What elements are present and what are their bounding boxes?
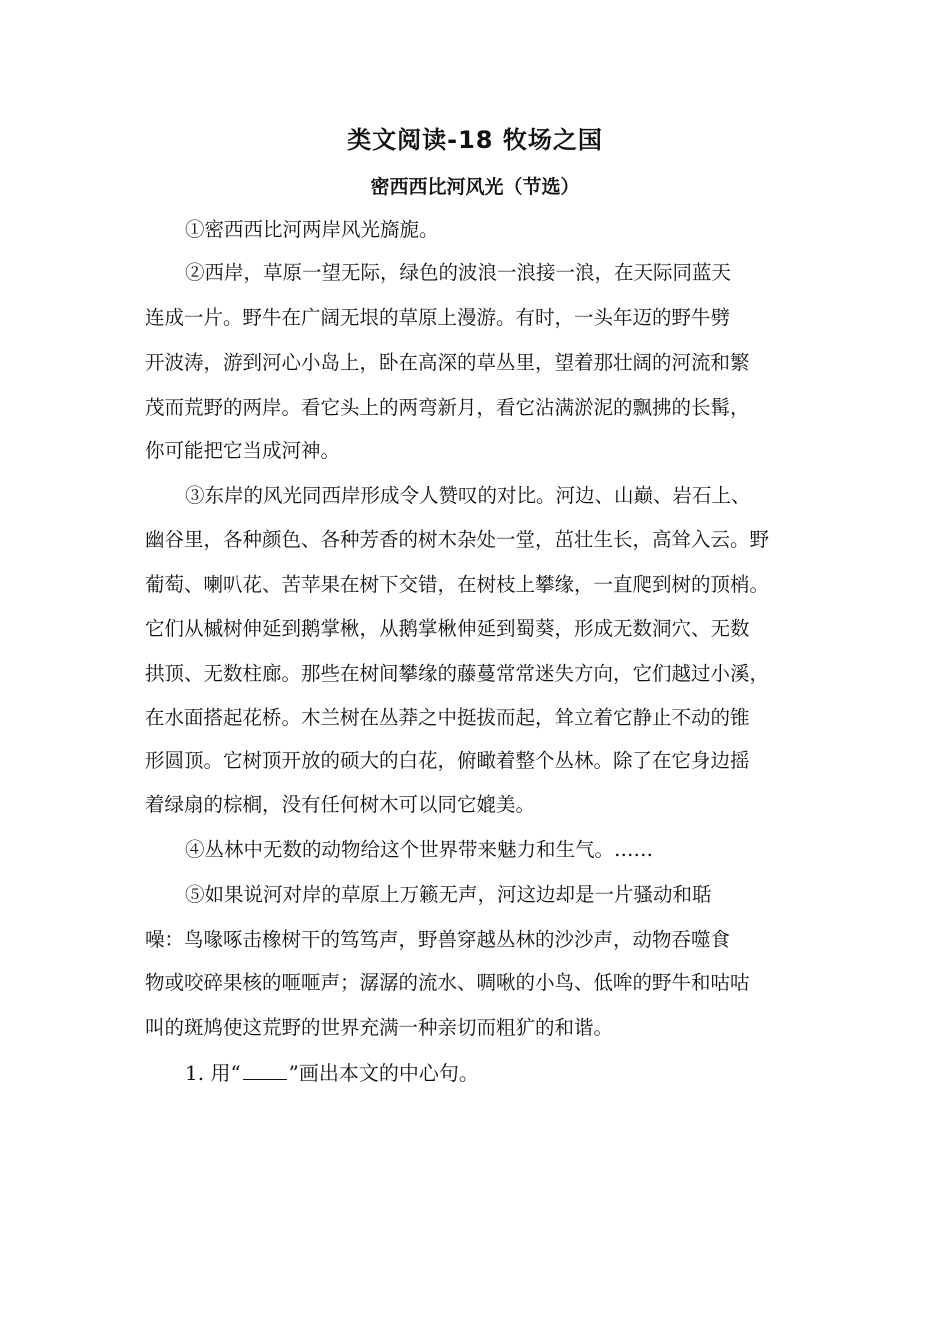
paragraph-3-line-3: 葡萄、喇叭花、苦苹果在树下交错，在树枝上攀缘，一直爬到树的顶梢。 [145,573,770,596]
page-title: 类文阅读-18 牧场之国 [347,126,603,154]
paragraph-3-line-8: 着绿扇的棕榈，没有任何树木可以同它媲美。 [145,793,536,816]
paragraph-2-line-3: 开波涛，游到河心小岛上，卧在高深的草丛里，望着那壮阔的河流和繁 [145,351,750,374]
paragraph-5-line-4: 叫的斑鸠使这荒野的世界充满一种亲切而粗犷的和谐。 [145,1016,614,1039]
paragraph-5-line-3: 物或咬碎果核的咂咂声；潺潺的流水、啁啾的小鸟、低哞的野牛和咕咕 [145,971,750,994]
paragraph-2-line-4: 茂而荒野的两岸。看它头上的两弯新月，看它沾满淤泥的飘拂的长髯， [145,396,750,419]
question-1 [185,1058,479,1088]
paragraph-3-line-7: 形圆顶。它树顶开放的硕大的白花，俯瞰着整个丛林。除了在它身边摇 [145,749,750,772]
question-1-suffix: ”画出本文的中心句。 [288,1061,479,1085]
paragraph-2-line-2: 连成一片。野牛在广阔无垠的草原上漫游。有时，一头年迈的野牛劈 [145,306,731,329]
question-1-prefix: 1. 用“ [185,1061,241,1085]
paragraph-3-line-6: 在水面搭起花桥。木兰树在丛莽之中挺拔而起，耸立着它静止不动的锥 [145,706,750,729]
answer-blank-underline [243,1061,287,1080]
paragraph-3-line-5: 拱顶、无数柱廊。那些在树间攀缘的藤蔓常常迷失方向，它们越过小溪， [145,662,770,685]
paragraph-3-line-1: ③东岸的风光同西岸形成令人赞叹的对比。河边、山巅、岩石上、 [185,484,751,507]
paragraph-5-line-2: 噪：鸟喙啄击橡树干的笃笃声，野兽穿越丛林的沙沙声，动物吞噬食 [145,928,731,951]
passage-subtitle: 密西西比河风光（节选） [370,176,580,198]
paragraph-4-line-1: ④丛林中无数的动物给这个世界带来魅力和生气。…… [185,838,654,861]
paragraph-1-line-1: ①密西西比河两岸风光旖旎。 [185,218,439,241]
paragraph-2-line-1: ②西岸，草原一望无际，绿色的波浪一浪接一浪，在天际同蓝天 [185,261,732,284]
paragraph-5-line-1: ⑤如果说河对岸的草原上万籁无声，河这边却是一片骚动和聒 [185,883,712,906]
paragraph-3-line-4: 它们从槭树伸延到鹅掌楸，从鹅掌楸伸延到蜀葵，形成无数洞穴、无数 [145,617,750,640]
paragraph-3-line-2: 幽谷里，各种颜色、各种芳香的树木杂处一堂，茁壮生长，高耸入云。野 [145,528,770,551]
paragraph-2-line-5: 你可能把它当成河神。 [145,439,341,462]
